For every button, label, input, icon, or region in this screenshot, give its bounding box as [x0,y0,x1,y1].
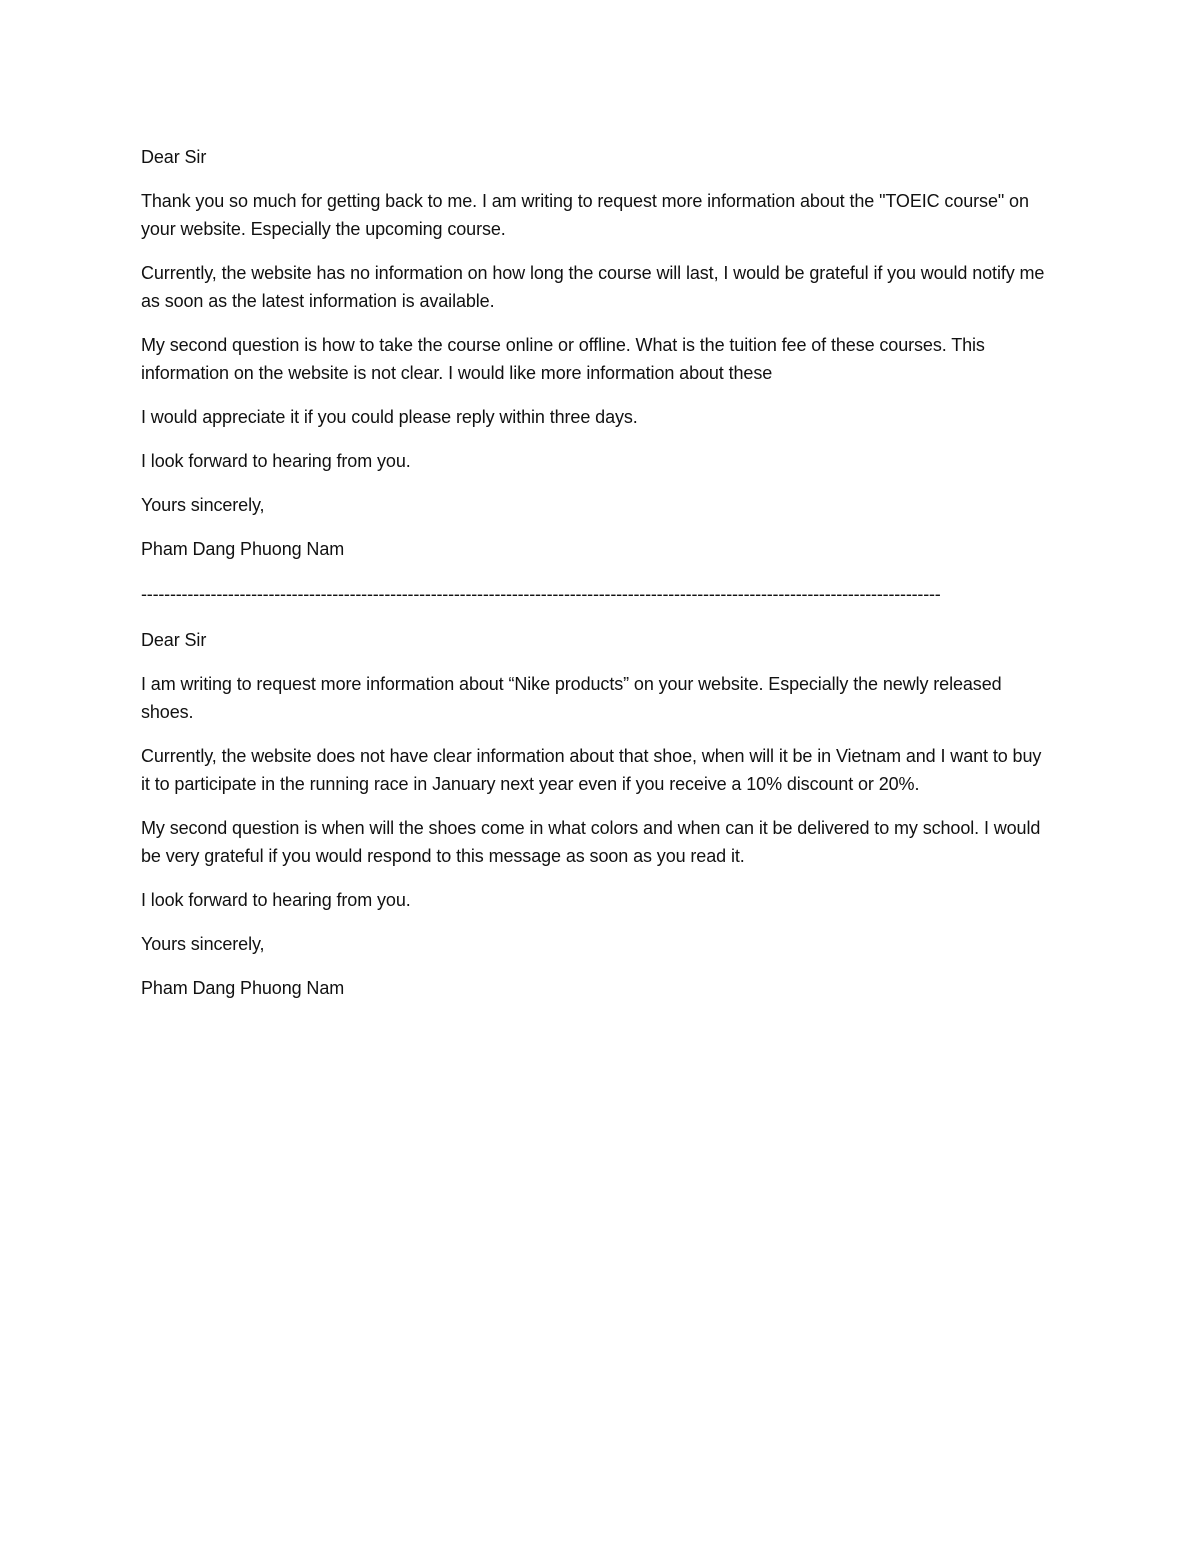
dashed-divider: ------------------------------------------------------------------------------------------------------------------------------------------ [141,584,941,604]
letter-closing: Yours sincerely, [141,495,265,515]
letter-nike-products [141,626,1053,1018]
letter-toeic-course [141,143,1053,579]
letter-salutation: Dear Sir [141,147,207,167]
letter-paragraph: My second question is how to take the course online or offline. What is the tuition fee of these courses. This information on the website is not clear. I would like more information about these [141,335,985,383]
letter-paragraph: I am writing to request more information about “Nike products” on your website. Especially the newly released shoes. [141,674,1002,722]
letter-paragraph: I look forward to hearing from you. [141,451,411,471]
letter-salutation: Dear Sir [141,630,207,650]
letter-signature: Pham Dang Phuong Nam [141,978,345,998]
letter-paragraph: I would appreciate it if you could please reply within three days. [141,407,638,427]
letter-signature: Pham Dang Phuong Nam [141,539,345,559]
letter-closing: Yours sincerely, [141,934,265,954]
letter-paragraph: Currently, the website does not have clear information about that shoe, when will it be in Vietnam and I want to buy it to participate in the running race in January next year even if you receive a 10% discount or 20%. [141,746,1042,794]
letter-paragraph: Currently, the website has no information on how long the course will last, I would be grateful if you would notify me as soon as the latest information is available. [141,263,1045,311]
letter-paragraph: Thank you so much for getting back to me. I am writing to request more information about the "TOEIC course" on your website. Especially the upcoming course. [141,191,1029,239]
letter-paragraph: I look forward to hearing from you. [141,890,411,910]
letter-paragraph: My second question is when will the shoes come in what colors and when can it be delivered to my school. I would be very grateful if you would respond to this message as soon as you read it. [141,818,1041,866]
